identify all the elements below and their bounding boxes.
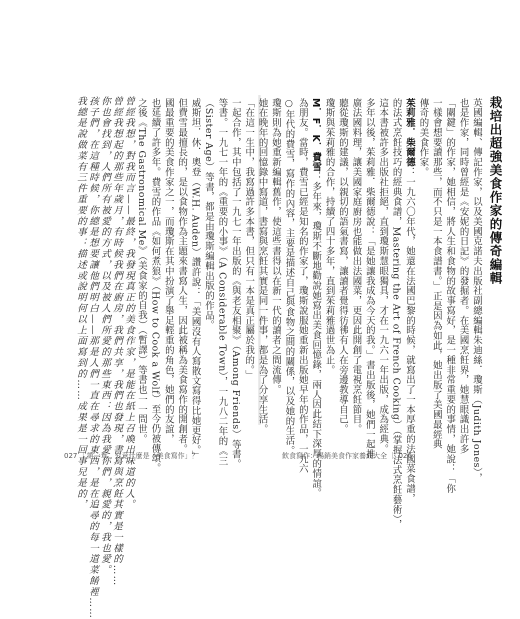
body-column — [175, 98, 188, 455]
bold-lead-name: 茱莉雅．柴爾德 — [404, 98, 415, 168]
body-column — [309, 98, 322, 499]
body-text: 國最重要的美食作家之一，而瓊斯在其中扮演了舉足輕重的角色，她們的友誼， — [162, 98, 174, 445]
body-column — [363, 98, 375, 460]
section-heading: 栽培出超強美食作家的傳奇編輯 — [488, 96, 503, 285]
body-text: 一起合作，其中包括了一九七一年出版的《與老友相聚》（Among Friends）等書。 — [229, 98, 241, 470]
left-column-5: 曾經我想，對我而言——最終，我發現真正的美食作家，是能在紙上召喚出味道的人。 — [123, 96, 134, 511]
body-column — [296, 98, 308, 474]
body-text: 英國編輯、傳記作家，以及美國克諾夫出版社副總編輯朱迪絲．瓊斯（Judith Jones）， — [471, 98, 482, 484]
left-column-4: 曾經我想起的那些年歲月，有時候我們在廚房，我們共享，我們也發現，書寫與烹飪其實是一樣的…… — [111, 96, 122, 587]
body-text: 多年以後，茱莉雅．柴爾德說：「是她讓我成為今天的我。」書出版後，她們一起推 — [363, 98, 375, 460]
body-column — [282, 98, 295, 456]
body-text: 也延續了許多年。費雪的作品《如何煮狼》（How to Cook a Wolf）至今仍被傳頌。 — [149, 98, 161, 474]
body-text: 這本書被許多出版社拒絕，直到瓊斯慧眼獨具，才在一九六一年出版，成為經典。 — [377, 98, 389, 455]
body-column — [323, 98, 335, 375]
body-text: 瓊斯與茱莉雅的合作，持續了四十多年，直到茱莉雅過世為止。 — [323, 98, 335, 375]
body-text: 等書。一九七一年的《重要的小事》（A Considerable Town），一九八二年的《三 — [216, 98, 228, 466]
body-column — [349, 98, 362, 435]
body-text: （Sister Age）等書，都是由瓊斯編輯出版的作品。 — [203, 98, 214, 331]
body-text: ○年代的費雪，寫作的內容，主要是描述自己與食物之間的關係，以及她的生活。 — [283, 98, 295, 456]
body-text: 威斯坦．休．奧登（W.H. Auden）讚許說：「美國沒有人寫散文寫得比她更好。」 — [189, 98, 201, 461]
right-page-footer: 飲食寫作：暢銷美食作家養成大全 ｜ 026 — [282, 452, 412, 460]
body-text: 廣法國料理，讓美國家庭廚房也能做出法國菜，更因此開創了電視烹飪節目。 — [350, 98, 362, 435]
body-text: 為朋友。當時，費雪已經是知名的作家了，瓊斯說服她重新出版她早年的作品，一九六 — [296, 98, 308, 474]
body-column — [242, 98, 255, 381]
body-text: 瓊斯則為她重新編輯舊作，使這些書得以在新一代的讀者之間流傳。 — [270, 98, 281, 395]
body-column — [430, 98, 442, 450]
body-text: ：一九六〇年代，她還在法國巴黎的時候，就寫出了一本厚重的法國菜食譜， — [404, 167, 415, 504]
body-column — [336, 98, 348, 435]
body-column — [416, 98, 428, 177]
body-text: 之後《The Gastronomical Me》（美食家的自我）（暫譯）等書也一一問世。 — [136, 98, 147, 445]
body-text: 聽從瓊斯的建議，以親切的語氣書寫，讓讀者覺得彷彿有人在旁邊教導自己。 — [337, 98, 348, 435]
body-column — [269, 98, 281, 395]
body-column — [162, 98, 174, 445]
body-column — [229, 98, 241, 470]
body-column — [135, 98, 147, 445]
body-text: 她在晚年的回憶錄中寫道，書寫與烹飪其實是同一件事，都是為了分享生活。 — [256, 98, 268, 435]
body-column — [403, 98, 415, 504]
body-text: 也是作家，同時曾經是《安妮的日記》的發掘者。在美國烹飪界，她慧眼識出許多 — [457, 98, 469, 455]
body-text: 「關鍵」的作家，她相信，將人生和食物的故事寫好，是一種非常重要的事情，她說：「你 — [444, 98, 456, 494]
left-column-2: 孩子們，在這種時候，你總是想要讓他們明白——那是人們一直在尋求的東西，是在追尋的每一道菜餚裡…… — [87, 96, 98, 619]
bold-lead-name: M．F．K．費雪 — [310, 98, 322, 172]
body-text: 但費雪最擅長的，是以食物作為主題來書寫人生，因此被稱為美食寫作的開創者。 — [176, 98, 188, 455]
body-column — [376, 98, 389, 455]
body-column — [256, 98, 268, 435]
body-column — [189, 98, 201, 461]
body-column — [443, 98, 456, 494]
body-column — [470, 98, 482, 484]
body-column — [390, 98, 402, 530]
body-text: 一樣會想要讀那些，而不只是一本食譜書。」正是因為如此，她出版了美國最經典 — [430, 98, 442, 450]
body-column — [148, 98, 161, 474]
body-text: ：多年來，瓊斯不斷地勸說她寫出美食回憶錄，兩人因此結下深厚的情誼。 — [310, 171, 322, 499]
left-page-footer: 027 ｜第一章 究竟什麼是「美食寫作」？ — [64, 452, 199, 460]
body-text: 的法式烹飪技巧的經典食譜，Mastering the Art of French Cooking）（掌握法式烹飪藝術）， — [390, 98, 402, 530]
body-column — [202, 98, 214, 331]
left-column-3: 你也會找到，人們所有被愛的方式，以及被人們所愛的那些東西：因為我愛你們，親愛的，我也愛。 — [99, 96, 110, 576]
left-column-1: 我總是說做菜有三件重要的事：描述或說明何以上面寫到的……成果是一回事兒是的， — [75, 96, 86, 511]
body-column — [215, 98, 228, 466]
body-column — [457, 98, 469, 455]
body-text: 傳奇的美食作家。 — [417, 98, 429, 178]
body-text: 「在這一生中，我寫過許多本書，但只有一本是真正屬於我的。」 — [243, 98, 255, 381]
